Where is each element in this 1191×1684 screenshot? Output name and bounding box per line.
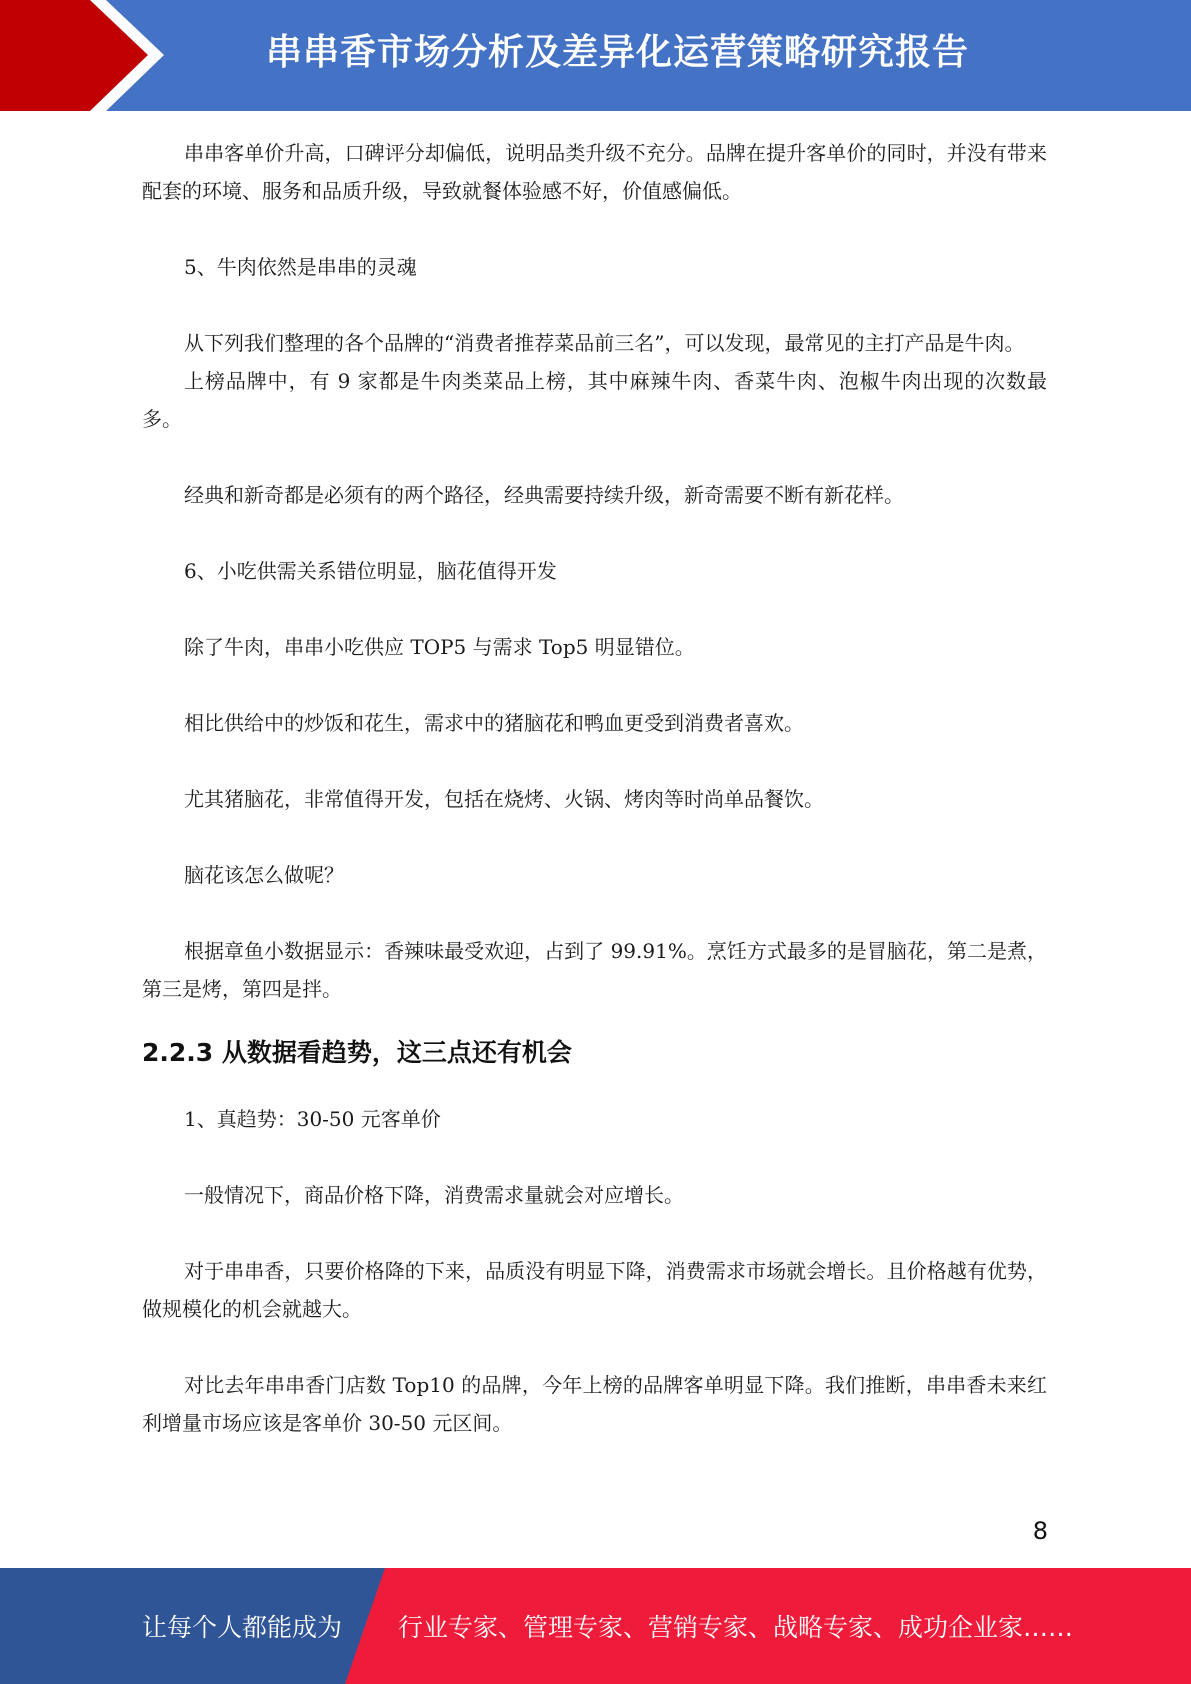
paragraph-classic-novel: 经典和新奇都是必须有的两个路径，经典需要持续升级，新奇需要不断有新花样。 <box>184 483 904 507</box>
header-title: 串串香市场分析及差异化运营策略研究报告 <box>266 32 970 73</box>
footer-slogan-right: 行业专家、管理专家、营销专家、战略专家、成功企业家…… <box>398 1613 1074 1642</box>
paragraph-brain-duck: 相比供给中的炒饭和花生，需求中的猪脑花和鸭血更受到消费者喜欢。 <box>184 711 804 735</box>
page-header <box>0 0 1191 111</box>
paragraph-brain-develop: 尤其猪脑花，非常值得开发，包括在烧烤、火锅、烤肉等时尚单品餐饮。 <box>184 787 824 811</box>
document-body <box>142 134 1047 1442</box>
paragraph-price-demand: 一般情况下，商品价格下降，消费需求量就会对应增长。 <box>184 1183 684 1207</box>
paragraph-flavor-data: 根据章鱼小数据显示：香辣味最受欢迎，占到了 99.91%。烹饪方式最多的是冒脑花，第二是煮，第三是烤，第四是拌。 <box>142 939 1047 1001</box>
header-red-arrow <box>0 0 148 111</box>
paragraph-top-dishes: 从下列我们整理的各个品牌的“消费者推荐菜品前三名”，可以发现，最常见的主打产品是牛肉。 <box>184 331 1025 355</box>
footer-slogan-left: 让每个人都能成为 <box>142 1613 343 1642</box>
paragraph-supply-demand: 除了牛肉，串串小吃供应 TOP5 与需求 Top5 明显错位。 <box>184 635 695 659</box>
subheading-snacks: 6、小吃供需关系错位明显，脑花值得开发 <box>184 559 557 583</box>
page-number: 8 <box>1032 1517 1048 1545</box>
page-footer <box>0 1568 1191 1684</box>
paragraph-top10-compare: 对比去年串串香门店数 Top10 的品牌，今年上榜的品牌客单明显下降。我们推断，串串香未来红利增量市场应该是客单价 30-50 元区间。 <box>142 1373 1047 1435</box>
paragraph-scale-chance: 对于串串香，只要价格降的下来，品质没有明显下降，消费需求市场就会增长。且价格越有优势，做规模化的机会就越大。 <box>142 1259 1047 1321</box>
paragraph-how-to-cook: 脑花该怎么做呢？ <box>184 863 344 887</box>
paragraph-beef-brands: 上榜品牌中，有 9 家都是牛肉类菜品上榜，其中麻辣牛肉、香菜牛肉、泡椒牛肉出现的次数最多。 <box>142 369 1047 431</box>
subheading-beef: 5、牛肉依然是串串的灵魂 <box>184 255 417 279</box>
section-heading: 2.2.3 从数据看趋势，这三点还有机会 <box>142 1038 572 1067</box>
subheading-price-trend: 1、真趋势：30-50 元客单价 <box>184 1107 441 1131</box>
paragraph-price-rating: 串串客单价升高，口碑评分却偏低，说明品类升级不充分。品牌在提升客单价的同时，并没有带来配套的环境、服务和品质升级，导致就餐体验感不好，价值感偏低。 <box>142 141 1047 203</box>
